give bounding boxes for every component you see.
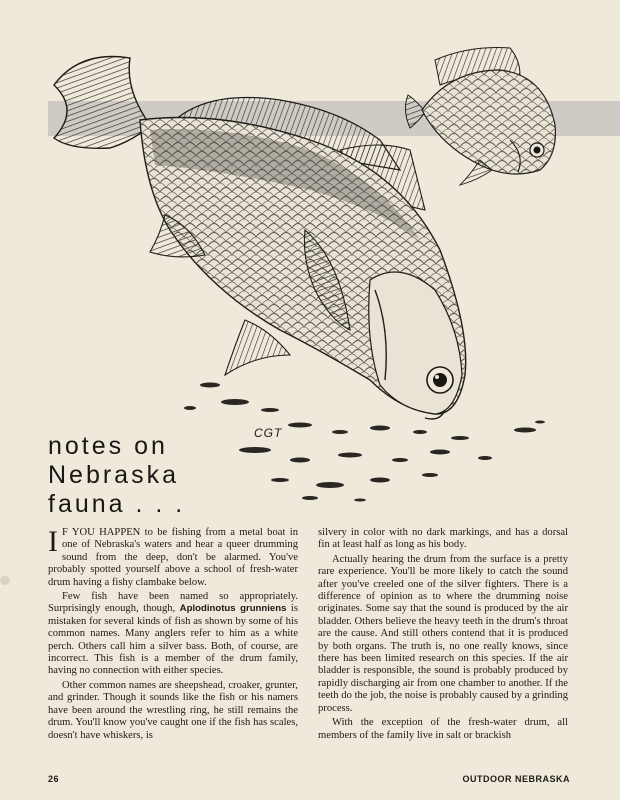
small-fish [405, 48, 555, 186]
ground-stones [184, 383, 545, 502]
title-line-2: Nebraska [48, 461, 179, 489]
paragraph: Actually hearing the drum from the surface is a pretty rare experience. You'll be more likely to catch the sound after you've creeled one of the silver fighters. There is a difference of opinion as to where the drumming noise originates. Some say that the sound is produced by the air bladder. Others believe the heavy teeth in the drum's throat are the cause. And still others contend that it is produced by both organs. The truth is, no one really knows, since there has been limited research on this species. If the air bladder is responsible, the sound is probably produced by rapidly discharging air from one chamber to another. If the teeth do the job, the noise is probably caused by a grinding process. [318, 553, 568, 714]
binding-hole [0, 576, 10, 585]
paragraph: Other common names are sheepshead, croaker, grunter, and grinder. Though it sounds like the fish or his namers have been around the wrestling ring, he still remains the drum. You'll know you've caught one if the fish has scales, doesn't have whiskers, is [48, 679, 298, 741]
paragraph [48, 527, 298, 589]
magazine-name: OUTDOOR NEBRASKA [462, 774, 570, 784]
species-name: Aplodinotus grunniens [179, 603, 287, 615]
paragraph [48, 591, 298, 678]
article-column-left [48, 527, 298, 744]
drop-cap: I [48, 525, 58, 558]
main-fish [54, 57, 466, 419]
paragraph-text: is mistaken for several kinds of fish as shown by some of his common names. Many anglers refer to him as a white perch. Others call him a silver bass. Both, of course, are incorrect. This fish is a member of the drum family, having no connection with either species. [48, 603, 298, 677]
paragraph-text: Few fish have been named so appropriately. Surprisingly enough, though, [48, 591, 298, 615]
paragraph-text: F YOU HAPPEN to be fishing from a metal boat in one of Nebraska's waters and hear a queer drumming sound from the deep, don't be alarmed. You've probably spotted yourself above a school of fresh-water drum having a fishy clambake below. [48, 527, 298, 588]
title-line-1: notes on [48, 432, 168, 460]
paragraph: With the exception of the fresh-water drum, all members of the family live in salt or brackish [318, 717, 568, 741]
page-number: 26 [48, 774, 60, 784]
artist-signature: CGT [254, 426, 283, 440]
article-title [48, 432, 185, 519]
article-column-right [318, 527, 568, 744]
paragraph: silvery in color with no dark markings, and has a dorsal fin at least half as long as his body. [318, 527, 568, 551]
title-line-3: fauna . . . [48, 490, 186, 518]
